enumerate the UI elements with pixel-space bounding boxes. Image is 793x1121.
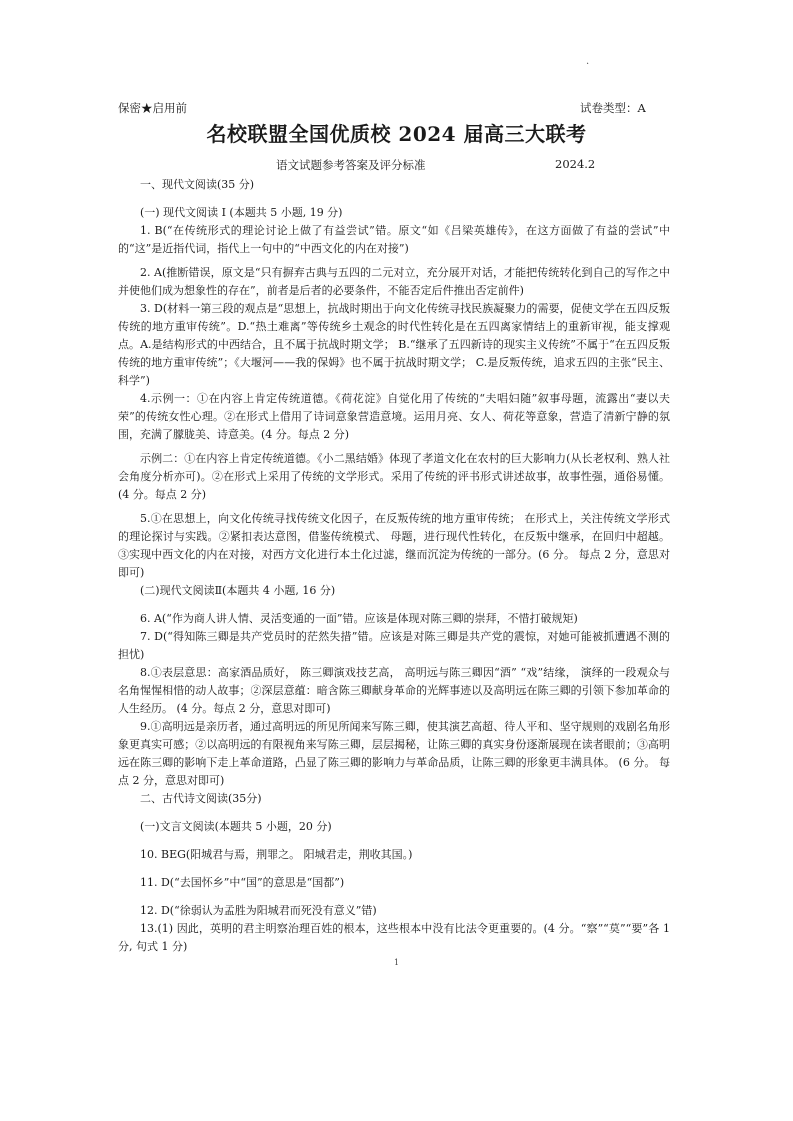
exam-date: 2024.2 <box>555 157 596 171</box>
answer-q10: 10. BEG(阳城君与焉，荆罪之。 阳城君走，荆收其国。) <box>140 848 413 861</box>
subsection-heading: (二)现代文阅读Ⅱ(本题共 4 小题, 16 分) <box>140 584 336 597</box>
paper-type-label: 试卷类型：A <box>580 101 646 115</box>
answer-q9: 9.①高明远是亲历者，通过高明远的所见所闻来写陈三卿，使其演艺高超、待人平和、坚守规则的戏剧名角形象更真实可感；②以高明远的有限视角来写陈三卿，层层揭秘，让陈三卿的真实身份逐渐展现在读者眼前；③高明远在陈三卿的影响下走上革命道路，凸显了陈三卿的影响力与革命品质，让陈三卿的形象更丰满具体。 (6 分。 每点 2 分，意思对即可) <box>118 720 670 787</box>
answer-q8: 8.①表层意思：高家酒品质好， 陈三卿演戏技艺高， 高明远与陈三卿因“酒” “戏”结缘， 演绎的一段观众与名角惺惺相惜的动人故事；②深层意蕴：暗含陈三卿献身革命的光辉事迹以及高明远在陈三卿的引领下参加革命的人生经历。 (4 分。每点 2 分，意思对即可) <box>118 666 670 715</box>
answer-q5: 5.①在思想上，向文化传统寻找传统文化因子，在反叛传统的地方重审传统； 在形式上，关注传统文学形式的理论探讨与实践。②紧扣表达意图，借鉴传统模式、 母题，进行现代性转化，在反叛中继承，在回归中超越。③实现中西文化的内在对接，对西方文化进行本土化过滤，继而沉淀为传统的一部分。(6 分。 每点 2 分，意思对即可) <box>118 512 670 579</box>
page-title: 名校联盟全国优质校 2024 届高三大联考 <box>206 122 587 146</box>
answer-q4-example2: 示例二：①在内容上肯定传统道德。《小二黑结婚》体现了孝道文化在农村的巨大影响力(从长老权利、熟人社会角度分析亦可)。②在形式上采用了传统的文学形式。采用了传统的评书形式讲述故事，故事性强，通俗易懂。(4 分。每点 2 分) <box>118 452 670 501</box>
page-number: 1 <box>393 958 400 967</box>
answer-q1: 1. B(“在传统形式的理论讨论上做了有益尝试”错。原文“如《吕梁英雄传》，在这方面做了有益的尝试”中的“这”是近指代词，指代上一句中的“中西文化的内在对接”) <box>118 224 670 255</box>
corner-dot: . <box>586 56 590 67</box>
subsection-heading: (一) 现代文阅读 Ⅰ (本题共 5 小题, 19 分) <box>140 206 343 219</box>
section-heading: 一、现代文阅读(35 分) <box>140 178 255 191</box>
answer-q6: 6. A(“作为商人讲人情、灵活变通的一面”错。应该是体现对陈三卿的崇拜，不惜打破规矩) <box>140 612 578 625</box>
confidential-label: 保密★启用前 <box>118 101 187 115</box>
subsection-heading: (一)文言文阅读(本题共 5 小题，20 分) <box>140 820 332 833</box>
page-subtitle: 语文试题参考答案及评分标准 <box>276 158 426 172</box>
answer-content <box>118 176 670 956</box>
answer-q11: 11. D(“去国怀乡”中“国”的意思是“国都”) <box>140 876 345 889</box>
answer-q13: 13.(1) 因此，英明的君主明察治理百姓的根本，这些根本中没有比法令更重要的。(4 分。“察”“莫”“要”各 1 分, 句式 1 分) <box>118 922 670 953</box>
answer-q2: 2. A(推断错误，原文是“只有摒弃古典与五四的二元对立，充分展开对话，才能把传统转化到自己的写作之中并使他们成为想象性的存在”，前者是后者的必要条件，不能否定后件推出否定前件) <box>118 266 670 297</box>
section-heading: 二、古代诗文阅读(35分) <box>140 792 262 805</box>
answer-q4-example1: 4.示例一：①在内容上肯定传统道德。《荷花淀》自觉化用了传统的“夫唱妇随”叙事母题，流露出“妻以夫荣”的传统女性心理。②在形式上借用了诗词意象营造意境。运用月亮、女人、荷花等意象，营造了清新宁静的氛围，充满了朦胧美、诗意美。(4 分。每点 2 分) <box>118 392 670 441</box>
answer-q7: 7. D(“得知陈三卿是共产党员时的茫然失措”错。应该是对陈三卿是共产党的震惊，对她可能被抓遭遇不测的担忧) <box>118 630 670 661</box>
answer-q3: 3. D(材料一第三段的观点是“思想上，抗战时期出于向文化传统寻找民族凝聚力的需要，促使文学在五四反叛传统的地方重审传统”。D.“热土难离”等传统乡土观念的时代性转化是在五四离家情结上的重新审视，能支撑观点。A.是结构形式的中西结合，且不属于抗战时期文学； B.“继承了五四新诗的现实主义传统”不属于“在五四反叛传统的地方重审传统”；《大堰河——我的保姆》也不属于抗战时期文学； C.是反叛传统，追求五四的主张“民主、科学”) <box>118 302 670 387</box>
answer-q12: 12. D(“徐弱认为孟胜为阳城君而死没有意义”错) <box>140 904 377 917</box>
